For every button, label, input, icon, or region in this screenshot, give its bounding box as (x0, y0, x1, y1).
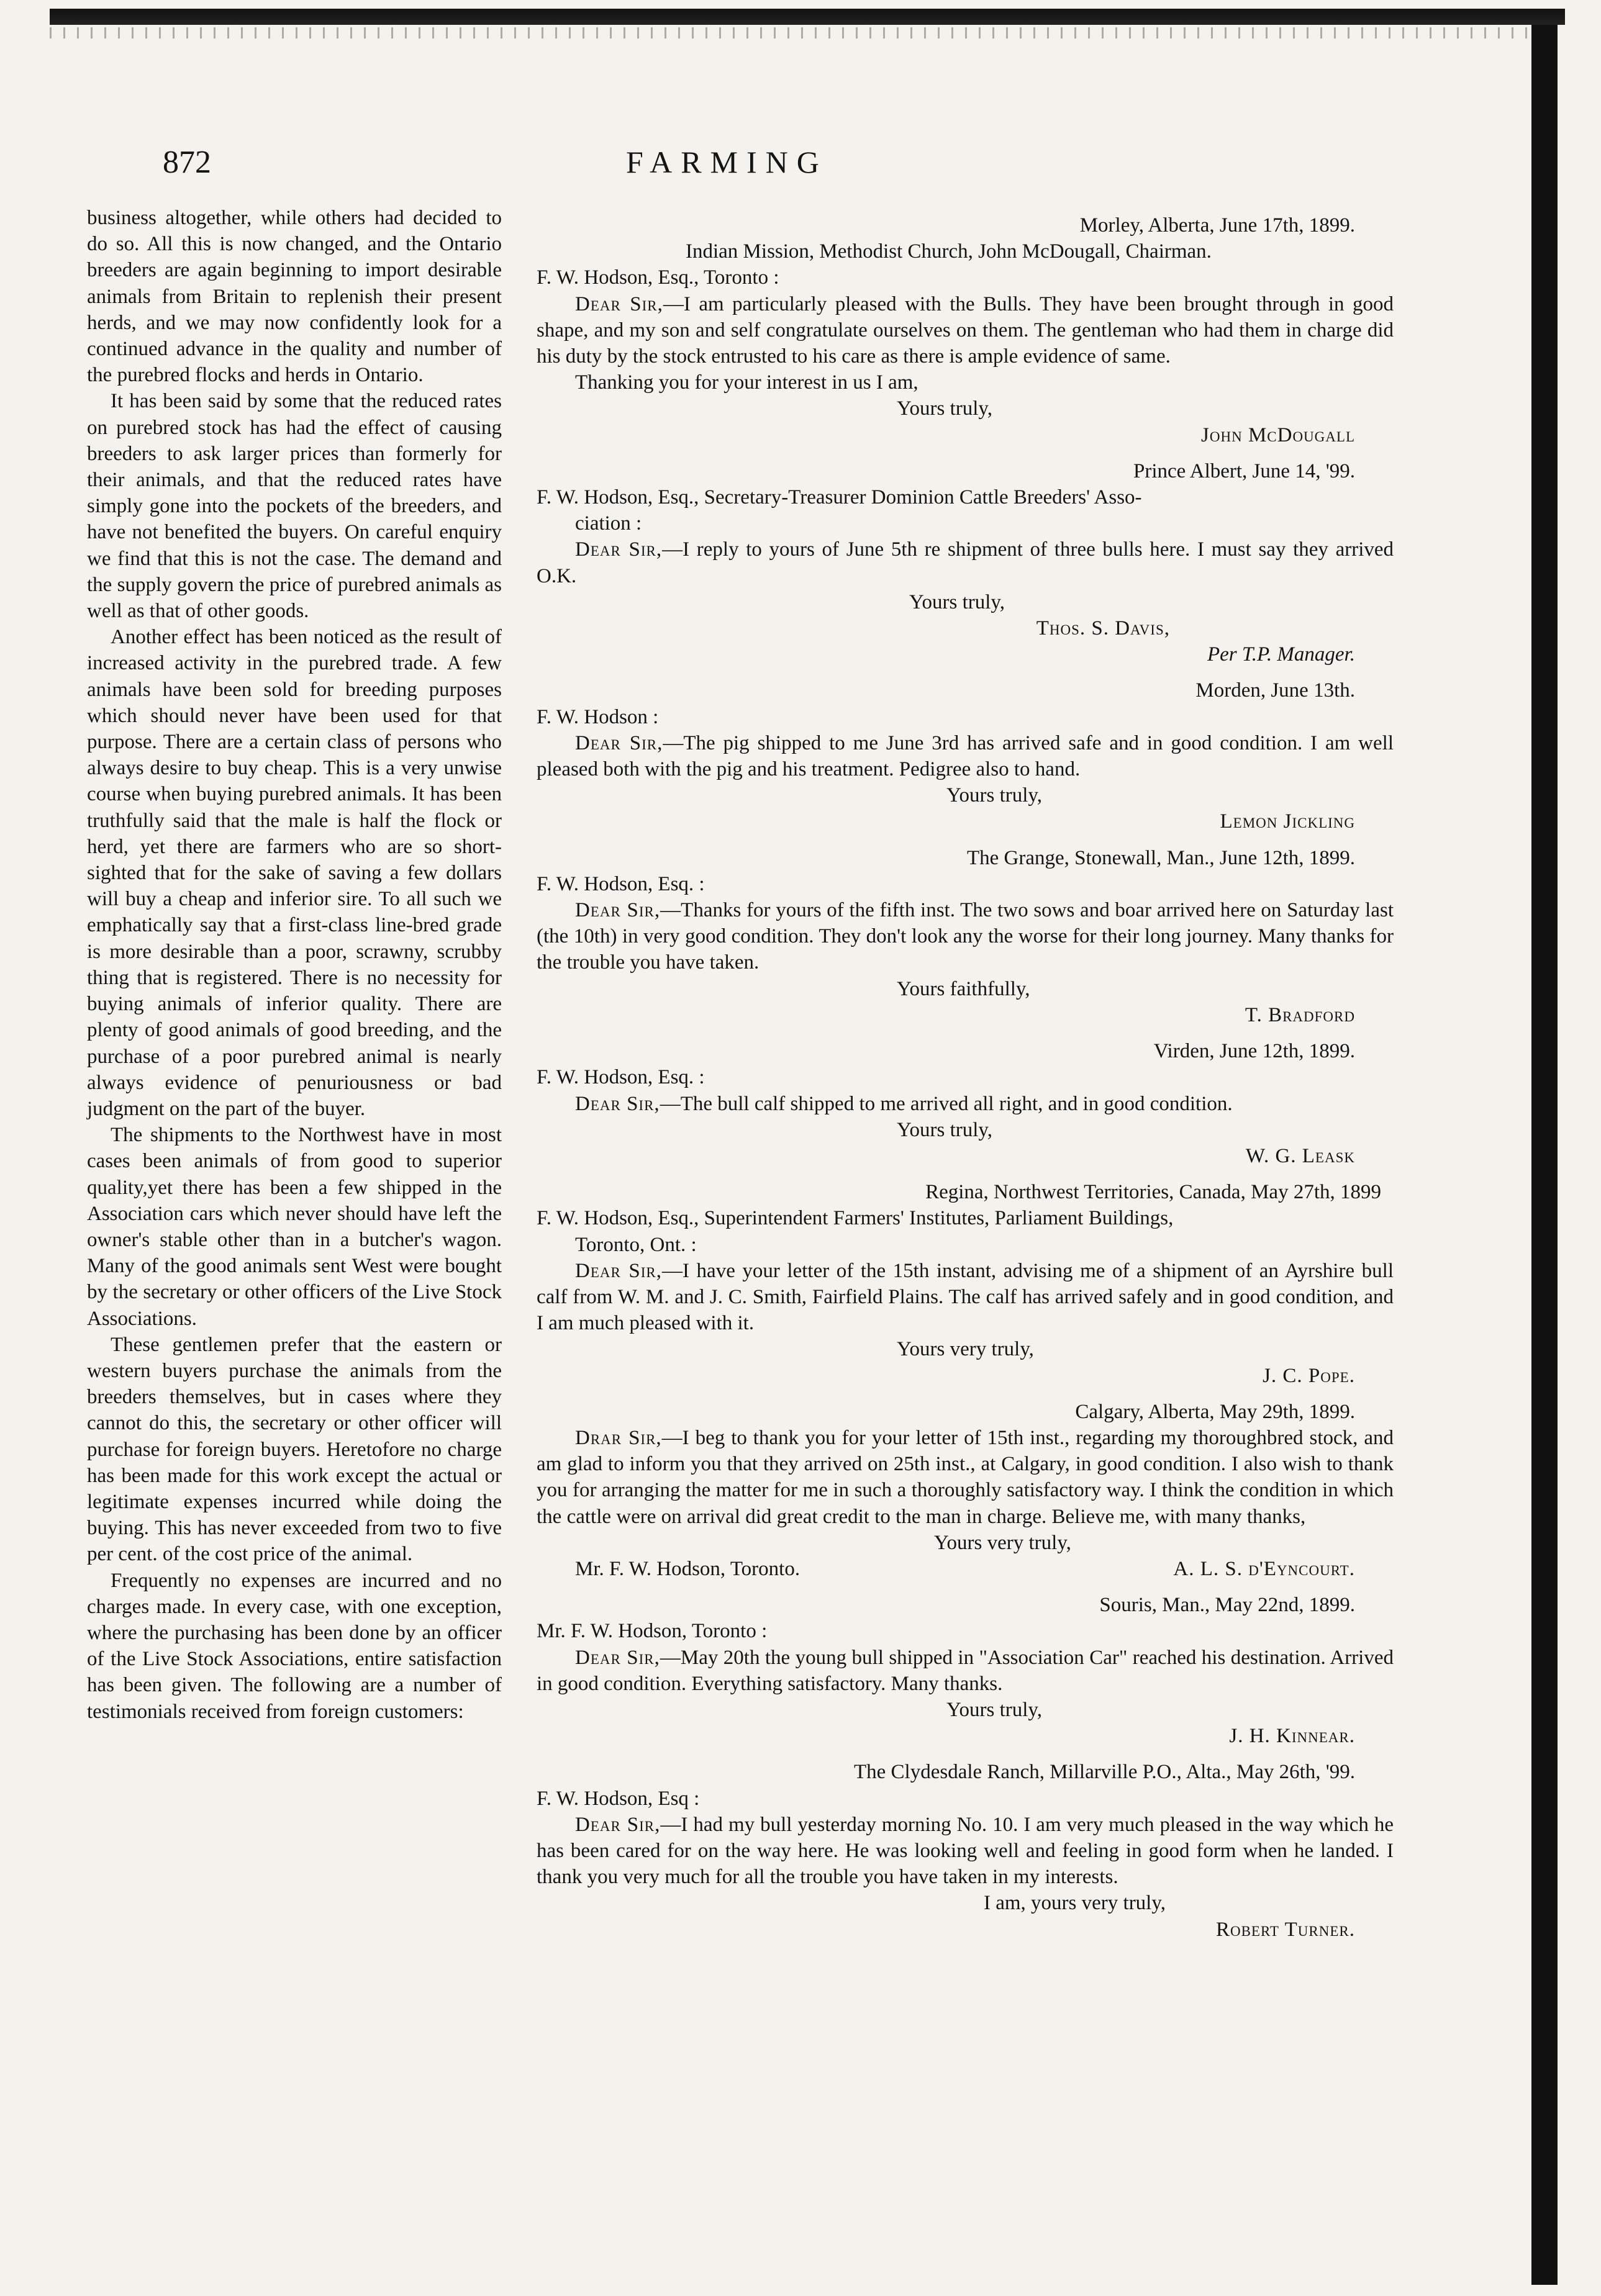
letter-text: —Thanks for yours of the fifth inst. The two sows and boar arrived here on Saturday last (the 10th) in very good condition. They don't look any the worse for their long journey. Many thanks for the trouble you have taken. (537, 899, 1394, 974)
running-head: FARMING (626, 145, 828, 179)
letter-closing: Yours truly, (909, 590, 1005, 613)
letter-text: —May 20th the young bull shipped in "Association Car" reached his destination. Arrived in good condition. Everything satisfactory. Many thanks. (537, 1646, 1394, 1695)
letter-dateline: Prince Albert, June 14, '99. (1133, 459, 1355, 482)
letter-address: F. W. Hodson, Esq., Superintendent Farmers' Institutes, Parliament Buildings, (537, 1207, 1174, 1230)
letter-dateline: The Grange, Stonewall, Man., June 12th, 1899. (966, 846, 1355, 869)
letter-body (537, 1812, 1394, 1891)
letter-salutation: Drar Sir, (575, 1426, 662, 1449)
letter (537, 458, 1394, 668)
letter-dateline: Regina, Northwest Territories, Canada, May 27th, 1899 (925, 1181, 1381, 1204)
letter-address: F. W. Hodson, Esq. : (537, 872, 705, 895)
letter-closing: I am, yours very truly, (984, 1892, 1166, 1915)
letter-salutation: Dear Sir, (575, 1646, 660, 1669)
letter-text: —I had my bull yesterday morning No. 10. I am very much pleased in the way which he has been cared for on the way here. He was looking well and feeling in good form when he landed. I thank you very much for all the trouble you have taken in my interests. (537, 1813, 1394, 1889)
paragraph: Another effect has been noticed as the result of increased activity in the purebred trade. A few animals have been sold for breeding purposes which should never have been used for that purpose. There are a certain class of persons who always desire to buy cheap. This is a very unwise course when buying purebred animals. It has been truthfully said that the male is half the flock or herd, yet there are farmers who are so short-sighted that for the sake of saving a few dollars will buy a cheap and inferior sire. To all such we emphatically say that a first-class line-bred grade is more desirable than a poor, scrawny, scrubby thing that is registered. There is no necessity for buying animals of inferior quality. There are plenty of good animals of good breeding, and the purchase of a poor purebred animal is nearly always evidence of penuriousness or bad judgment on the part of the buyer. (87, 626, 502, 1120)
letter-signature: A. L. S. d'Eyncourt. (1173, 1557, 1355, 1580)
letter-signature: Robert Turner. (1215, 1918, 1355, 1941)
letter-signature: T. Bradford (1245, 1003, 1355, 1026)
letter-signature: W. G. Leask (1245, 1144, 1355, 1167)
letter-dateline: The Clydesdale Ranch, Millarville P.O., Alta., May 26th, '99. (853, 1761, 1355, 1784)
scan-top-edge (50, 9, 1565, 25)
scan-right-edge (1531, 25, 1558, 2285)
letter-body (537, 897, 1394, 976)
paragraph: The shipments to the Northwest have in most cases been animals of from good to superior quality,yet there has been a few shipped in the Association cars which never should have left the owner's stable other than in a butcher's wagon. Many of the good animals sent West were bought by the secretary or other officers of the Live Stock Associations. (87, 1124, 502, 1330)
letter (537, 212, 1394, 448)
paragraph: These gentlemen prefer that the eastern or western buyers purchase the animals from the breeders themselves, but in cases where they cannot do this, the secretary or other officer will purchase for foreign buyers. Heretofore no charge has been made for this work except the actual or legitimate expenses incurred while doing the buying. This has never exceeded from two to five per cent. of the cost price of the animal. (87, 1333, 502, 1566)
paragraph: It has been said by some that the reduced rates on purebred stock has had the effect of causing breeders to ask larger prices than formerly for their animals, and that the reduced rates have simply gone into the pockets of the breeders, and have not benefited the buyers. On careful enquiry we find that this is not the case. The demand and the supply govern the price of purebred animals as well as that of other goods. (87, 390, 502, 623)
letter-body (537, 730, 1394, 782)
page-number: 872 (163, 145, 211, 180)
left-column (87, 205, 502, 1725)
letter-dateline: Virden, June 12th, 1899. (1153, 1040, 1355, 1063)
letter (537, 1038, 1394, 1169)
letter-signature: Thos. S. Davis, (1036, 617, 1170, 640)
letter-address: F. W. Hodson, Esq., Secretary-Treasurer Dominion Cattle Breeders' Asso- (537, 486, 1142, 509)
letter-recipient: Mr. F. W. Hodson, Toronto. (575, 1557, 800, 1580)
letter (537, 1399, 1394, 1582)
paragraph: business altogether, while others had decided to do so. All this is now changed, and the Ontario breeders are again beginning to import desirable animals from Britain to replenish their present herds, and we may now confidently look for a continued advance in the quality and number of the purebred flocks and herds in Ontario. (87, 207, 502, 387)
letter-address: F. W. Hodson, Esq : (537, 1787, 700, 1810)
letter-address-cont: ciation : (575, 512, 642, 535)
letter-body (537, 1258, 1394, 1337)
letter-salutation: Dear Sir, (575, 1092, 660, 1115)
letter-per-line: Per T.P. Manager. (1207, 643, 1355, 666)
letter-text: —I am particularly pleased with the Bulls. They have been brought through in good shape, and my son and self congratulate ourselves on them. The gentleman who had them in charge did his duty by the stock entrusted to his care as there is ample evidence of same. (537, 292, 1394, 368)
letter-body: Thanking you for your interest in us I am, (575, 371, 918, 394)
letter-salutation: Dear Sir, (575, 292, 663, 315)
letter-body (537, 291, 1394, 370)
letter-address: F. W. Hodson : (537, 705, 659, 728)
letter-body (537, 1425, 1394, 1530)
letter-salutation: Dear Sir, (575, 899, 661, 922)
scan-noise (50, 27, 1565, 38)
letter-body (537, 536, 1394, 589)
letter-closing: Yours very truly, (897, 1338, 1034, 1361)
letter-signature: Lemon Jickling (1220, 810, 1355, 833)
letter-signature: J. C. Pope. (1263, 1364, 1355, 1387)
letter-closing: Yours truly, (897, 1118, 993, 1141)
letter-footer-row (537, 1556, 1394, 1582)
letter-salutation: Dear Sir, (575, 538, 663, 561)
letter-closing: Yours very truly, (934, 1531, 1071, 1554)
letter-address: F. W. Hodson, Esq. : (537, 1066, 705, 1089)
letter-dateline: Calgary, Alberta, May 29th, 1899. (1075, 1400, 1355, 1423)
letter-text: —I have your letter of the 15th instant, advising me of a shipment of an Ayrshire bull calf from W. M. and J. C. Smith, Fairfield Plains. The calf has arrived safely and in good condition, and I am much pleased with it. (537, 1259, 1394, 1335)
letter (537, 1179, 1394, 1389)
letter-body (537, 1645, 1394, 1697)
letter (537, 677, 1394, 834)
letter (537, 1759, 1394, 1942)
letter-salutation: Dear Sir, (575, 1259, 662, 1282)
letter (537, 845, 1394, 1028)
right-column (537, 212, 1394, 1943)
letter-text: —I beg to thank you for your letter of 15th inst., regarding my thoroughbred stock, and am glad to inform you that they arrived on 25th inst., at Calgary, in good condition. I also wish to thank you for arranging the matter for me in such a thoroughly satisfactory way. I think the condition in which the cattle were on arrival did great credit to the man in charge. Believe me, with many thanks, (537, 1426, 1394, 1528)
letter-text: —The pig shipped to me June 3rd has arrived safe and in good condition. I am well pleased both with the pig and his treatment. Pedigree also to hand. (537, 731, 1394, 781)
letter-body (537, 1091, 1394, 1117)
letter-salutation: Dear Sir, (575, 731, 663, 754)
letter-closing: Yours truly, (897, 397, 993, 420)
letter-closing: Yours truly, (946, 784, 1043, 807)
letter-dateline: Morley, Alberta, June 17th, 1899. (1079, 214, 1355, 237)
letter-address: F. W. Hodson, Esq., Toronto : (537, 266, 779, 289)
letter-signature: John McDougall (1201, 423, 1355, 446)
letter-address: Mr. F. W. Hodson, Toronto : (537, 1620, 768, 1643)
letter-heading: Indian Mission, Methodist Church, John McDougall, Chairman. (686, 240, 1212, 263)
letter-dateline: Souris, Man., May 22nd, 1899. (1099, 1594, 1355, 1617)
letter-closing: Yours truly, (946, 1698, 1043, 1721)
letter-closing: Yours faithfully, (897, 977, 1030, 1000)
letter-salutation: Dear Sir, (575, 1813, 661, 1836)
letter (537, 1592, 1394, 1749)
letter-signature: J. H. Kinnear. (1229, 1725, 1355, 1748)
letter-dateline: Morden, June 13th. (1195, 679, 1355, 702)
letter-text: —I reply to yours of June 5th re shipment of three bulls here. I must say they arrived O.K. (537, 538, 1394, 587)
letter-address-cont: Toronto, Ont. : (575, 1233, 697, 1256)
paragraph: Frequently no expenses are incurred and no charges made. In every case, with one exception, where the purchasing has been done by an officer of the Live Stock Associations, entire satisfaction has been given. The following are a number of testimonials received from foreign customers: (87, 1569, 502, 1723)
letter-text: —The bull calf shipped to me arrived all right, and in good condition. (660, 1092, 1233, 1115)
